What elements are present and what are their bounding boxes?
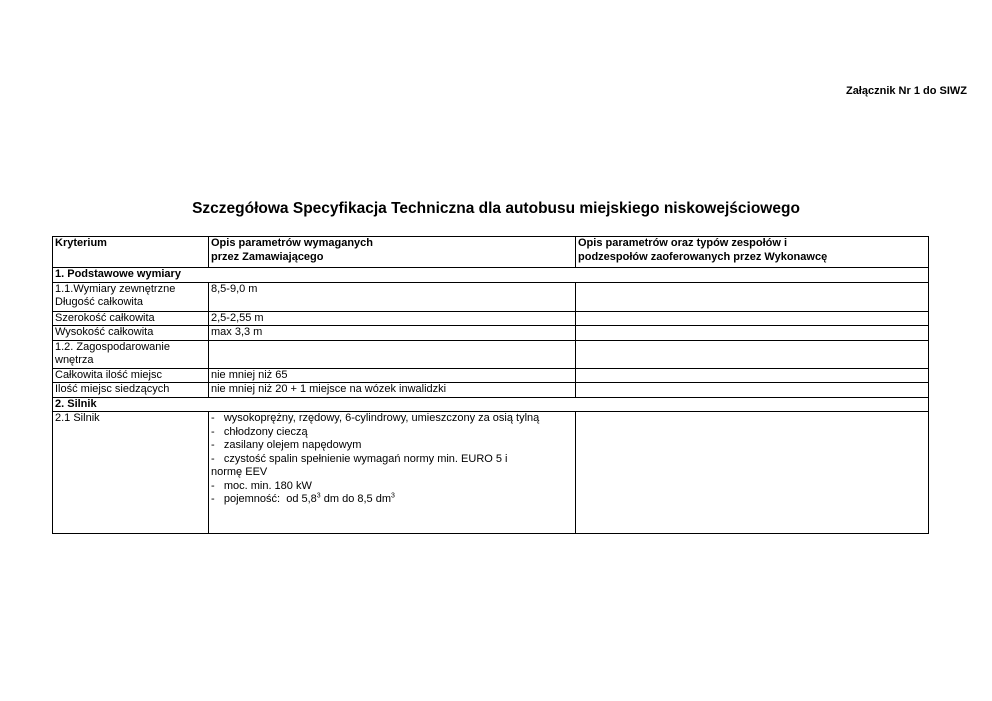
superscript-cubed: 3 — [316, 492, 321, 500]
column-header-criterion: Kryterium — [53, 237, 209, 268]
criterion-line-2: wnętrza — [55, 354, 94, 366]
criterion-cell — [53, 282, 209, 311]
required-cell — [209, 412, 576, 534]
annex-label: Załącznik Nr 1 do SIWZ — [845, 85, 967, 97]
requirement-line-capacity — [211, 493, 573, 507]
requirement-line: - moc. min. 180 kW — [211, 479, 312, 492]
column-header-offered-line-2: podzespołów zaoferowanych przez Wykonawcę — [578, 250, 828, 263]
criterion-cell: Całkowita ilość miejsc — [53, 368, 209, 383]
required-cell: 2,5-2,55 m — [209, 311, 576, 326]
superscript-cubed: 3 — [391, 492, 395, 500]
column-header-offered-line-1: Opis parametrów oraz typów zespołów i — [578, 237, 788, 249]
table-row — [53, 368, 929, 383]
requirement-line: - chłodzony cieczą — [211, 425, 308, 438]
criterion-cell: Szerokość całkowita — [53, 311, 209, 326]
capacity-text-start: - pojemność: od 5,8 — [211, 493, 317, 505]
required-cell — [209, 340, 576, 368]
required-cell: max 3,3 m — [209, 326, 576, 341]
table-row — [53, 282, 929, 311]
table-header-row — [53, 237, 929, 268]
criterion-line-1: 1.1.Wymiary zewnętrzne — [55, 282, 176, 295]
offered-cell — [576, 326, 929, 341]
section-title-engine: 2. Silnik — [53, 397, 929, 412]
section-row — [53, 397, 929, 412]
required-cell: nie mniej niż 20 + 1 miejsce na wózek inwalidzki — [209, 383, 576, 398]
document-title: Szczegółowa Specyfikacja Techniczna dla autobusu miejskiego niskowejściowego — [192, 200, 800, 217]
specification-table — [52, 236, 929, 534]
criterion-cell — [53, 340, 209, 368]
table-row — [53, 412, 929, 534]
section-row — [53, 268, 929, 283]
column-header-required-line-1: Opis parametrów wymaganych — [211, 237, 373, 249]
column-header-offered — [576, 237, 929, 268]
required-cell: nie mniej niż 65 — [209, 368, 576, 383]
requirement-line: - wysokoprężny, rzędowy, 6-cylindrowy, umieszczony za osią tylną — [211, 412, 540, 424]
offered-cell — [576, 368, 929, 383]
column-header-required-line-2: przez Zamawiającego — [211, 250, 324, 263]
criterion-cell: 2.1 Silnik — [53, 412, 209, 534]
criterion-line-1: 1.2. Zagospodarowanie — [55, 340, 170, 353]
section-title-basic-dimensions: 1. Podstawowe wymiary — [53, 268, 929, 283]
column-header-required — [209, 237, 576, 268]
requirement-line: normę EEV — [211, 466, 268, 478]
offered-cell — [576, 282, 929, 311]
criterion-line-2: Długość całkowita — [55, 296, 144, 308]
requirement-line: - zasilany olejem napędowym — [211, 439, 362, 451]
offered-cell — [576, 311, 929, 326]
requirement-line: - czystość spalin spełnienie wymagań normy min. EURO 5 i — [211, 452, 508, 465]
capacity-text-end: dm do 8,5 dm — [323, 493, 392, 505]
table-row — [53, 340, 929, 368]
offered-cell — [576, 412, 929, 534]
required-cell: 8,5-9,0 m — [209, 282, 576, 311]
criterion-cell: Wysokość całkowita — [53, 326, 209, 341]
criterion-cell: Ilość miejsc siedzących — [53, 383, 209, 398]
table-row — [53, 383, 929, 398]
table-row — [53, 311, 929, 326]
offered-cell — [576, 340, 929, 368]
offered-cell — [576, 383, 929, 398]
table-row — [53, 326, 929, 341]
